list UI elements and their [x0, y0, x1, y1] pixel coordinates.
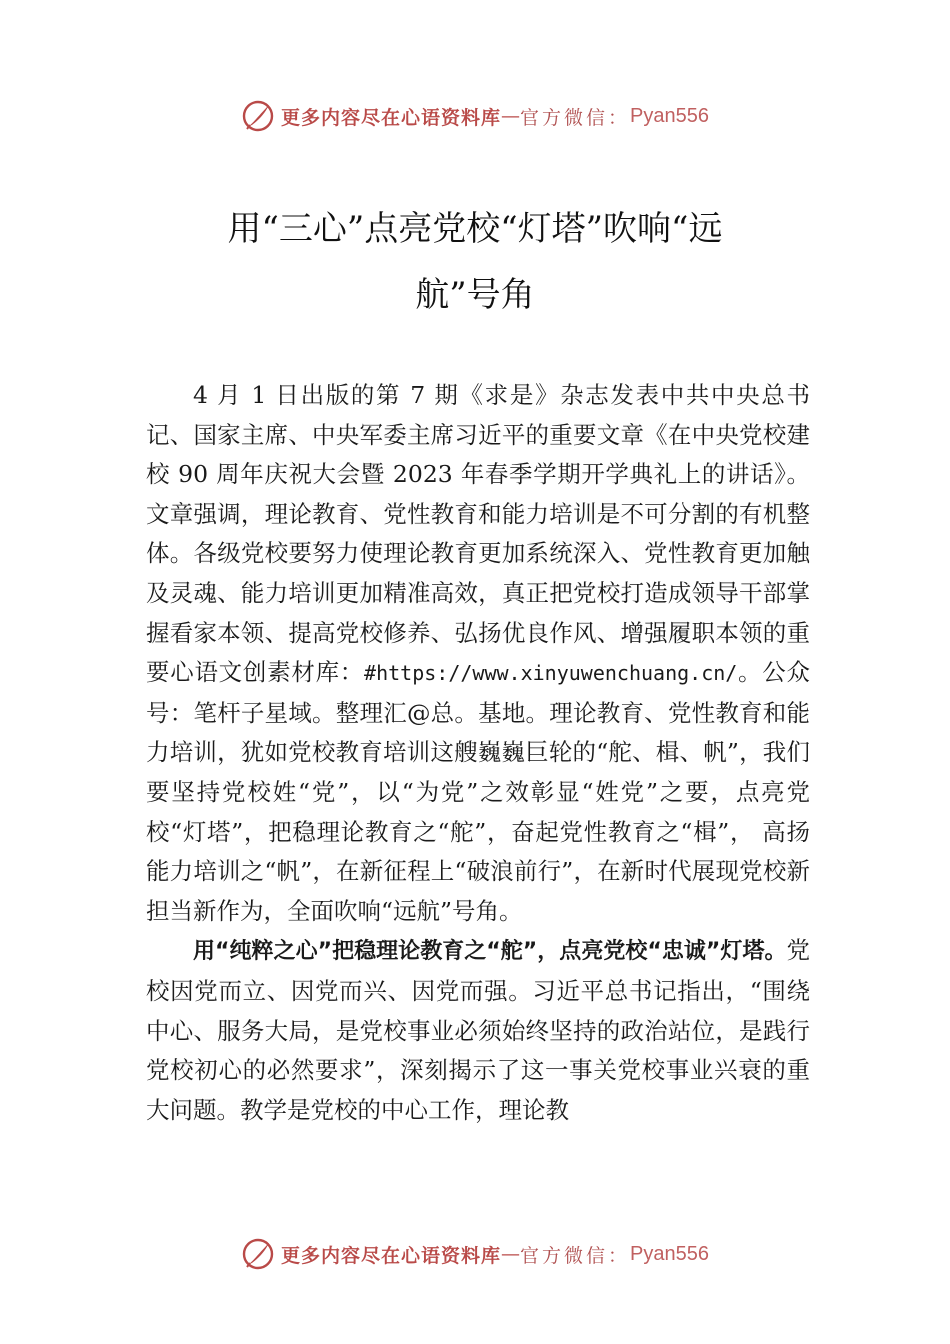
paragraph-2: [146, 931, 810, 1130]
paragraph-1-text-b: 。公众号：笔杆子星域。整理汇@总。基地。理论教育、党性教育和能力培训，犹如党校教育培训这艘巍巍巨轮的“舵、楫、帆”，我们要坚持党校姓“党”，以“为党”之效彰显“姓党”之要，点亮党校“灯塔”，把稳理论教育之“舵”，奋起党性教育之“楫”， 高扬能力培训之“帆”，在新征程上“破浪前行”，在新时代展现党校新担当新作为，全面吹响“远航”号角。: [146, 658, 811, 925]
banner-wechat-id: Pyan556: [630, 1242, 709, 1265]
document-body: [146, 376, 810, 1130]
banner-brand: 更多内容尽在心语资料库: [281, 1244, 502, 1267]
footer-banner: [0, 1234, 950, 1274]
paragraph-1-url: #https://www.xinyuwenchuang.cn/: [364, 661, 738, 686]
banner-brand: 更多内容尽在心语资料库: [281, 106, 502, 129]
document-title: [150, 196, 800, 328]
quill-logo-icon: [241, 99, 275, 133]
paragraph-2-text: 党校因党而立、因党而兴、因党而强。习近平总书记指出，“围绕中心、服务大局，是党校事业必须始终坚持的政治站位，是践行党校初心的必然要求”，深刻揭示了这一事关党校事业兴衰的重大问题。教学是党校的中心工作，理论教: [146, 936, 810, 1124]
title-line-1: 用“三心”点亮党校“灯塔”吹响“远: [227, 209, 723, 249]
banner-official-label: 官方微信：: [520, 106, 631, 129]
header-banner: [0, 96, 950, 136]
banner-dash: —: [501, 1243, 521, 1265]
title-line-2: 航”号角: [415, 275, 535, 315]
paragraph-2-heading: 用“纯粹之心”把稳理论教育之“舵”，点亮党校“忠诚”灯塔。: [193, 939, 787, 965]
paragraph-1-text-a: 4 月 1 日出版的第 7 期《求是》杂志发表中共中央总书记、国家主席、中央军委主席习近平的重要文章《在中央党校建校 90 周年庆祝大会暨 2023 年春季学期开学典礼上的讲话》。文章强调，理论教育、党性教育和能力培训是不可分割的有机整体。各级党校要努力使理论教育更加系统深入、党性教育更加触及灵魂、能力培训更加精准高效，真正把党校打造成领导干部掌握看家本领、提高党校修养、弘扬优良作风、增强履职本领的重要心语文创素材库：: [146, 381, 810, 687]
paragraph-1: [146, 376, 810, 931]
banner-wechat-id: Pyan556: [630, 104, 709, 127]
banner-official-label: 官方微信：: [520, 1244, 631, 1267]
banner-dash: —: [501, 105, 521, 127]
quill-logo-icon: [241, 1237, 275, 1271]
